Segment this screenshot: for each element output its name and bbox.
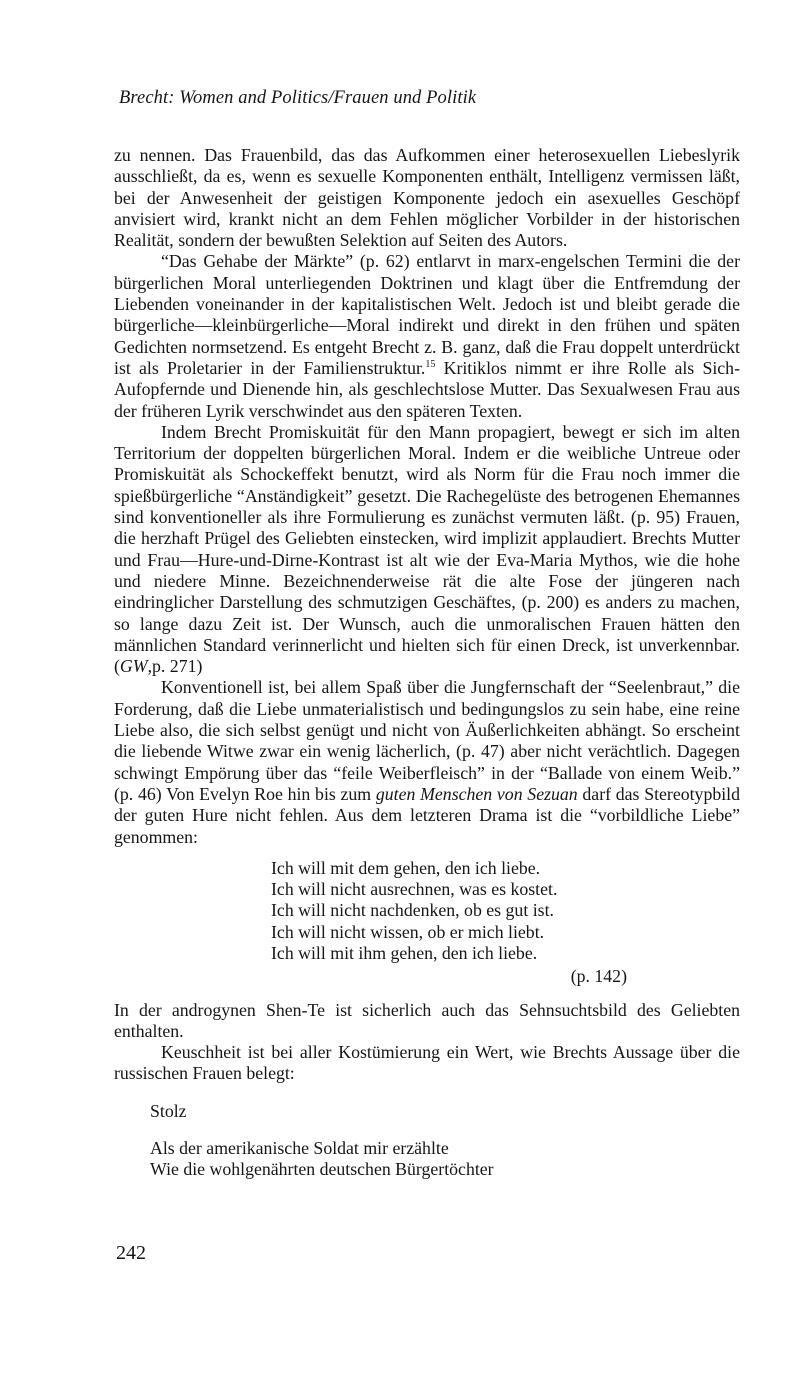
poem-line: Ich will nicht nachdenken, ob es gut ist.	[271, 900, 554, 921]
poem-line: Ich will nicht ausrechnen, was es kostet.	[271, 879, 558, 900]
poem-line: Ich will mit ihm gehen, den ich liebe.	[271, 942, 538, 963]
poem-citation: (p. 142)	[570, 966, 627, 987]
poem-line: Ich will nicht wissen, ob er mich liebt.	[271, 921, 545, 942]
paragraph-3	[114, 422, 740, 678]
verse-line: Wie die wohlgenährten deutschen Bürgertöchter	[150, 1159, 494, 1180]
paragraph-2-text-cont: Kritiklos nimmt er ihre Rolle als Sich-Aufopfernde und Dienende hin, als geschlechtslose Mutter. Das Sexualwesen Frau aus der früheren Lyrik verschwindet aus den späteren Texten.	[114, 357, 740, 421]
paragraph-2	[114, 251, 740, 421]
paragraph-4-text: Konventionell ist, bei allem Spaß über die Jungfernschaft der “Seelenbraut,” die Forderung, daß die Liebe unmaterialistisch und bedingungslos zu sein habe, eine reine Liebe also, die sich selbst genügt und nicht von Äußerlichkeiten abhängt. So erscheint die liebende Witwe zwar ein wenig lächerlich, (p. 47) aber nicht verächtlich. Dagegen schwingt Empörung über das “feile Weiberfleisch” in der “Ballade von einem Weib.” (p. 46) Von Evelyn Roe hin bis zum	[114, 677, 740, 804]
paragraph-4	[114, 677, 740, 847]
paragraph-after-poem: In der androgynen Shen-Te ist sicherlich auch das Sehnsuchtsbild des Geliebten enthalten.	[114, 999, 740, 1041]
poem-line: Ich will mit dem gehen, den ich liebe.	[271, 857, 541, 878]
paragraph-3-text-end: ,p. 271)	[147, 656, 203, 677]
paragraph-1: zu nennen. Das Frauenbild, das das Aufkommen einer heterosexuellen Liebeslyrik ausschließt, da es, wenn es sexuelle Komponenten enthält, Intelligenz vermissen läßt, bei der Anwesenheit der geistigen Komponente jedoch ein asexuelles Geschöpf anvisiert wird, krankt nicht an dem Fehlen möglicher Vorbilder in der historischen Realität, sondern der bewußten Selektion auf Seiten des Autors.	[114, 145, 740, 251]
footnote-marker: 15	[425, 358, 436, 370]
paragraph-2-text: “Das Gehabe der Märkte” (p. 62) entlarvt in marx-engelschen Termini die der bürgerlichen Moral unterliegenden Doktrinen und klagt über die Entfremdung der Liebenden voneinander in der kapitalistischen Welt. Jedoch ist und bleibt gerade die bürgerliche—kleinbürgerliche—Moral indirekt und direkt in den frühen und späten Gedichten normsetzend. Es entgeht Brecht z. B. ganz, daß die Frau doppelt unterdrückt ist als Proletarier in der Familienstruktur.	[114, 251, 740, 378]
page-number: 242	[116, 1242, 146, 1264]
gw-abbreviation: GW	[119, 656, 148, 677]
paragraph-4-text-end: darf das Stereotypbild der guten Hure nicht fehlen. Aus dem letzteren Drama ist die “vorbildliche Liebe” genommen:	[114, 783, 741, 847]
paragraph-chastity: Keuschheit ist bei aller Kostümierung ein Wert, wie Brechts Aussage über die russischen Frauen belegt:	[114, 1042, 740, 1084]
verse-line: Als der amerikanische Soldat mir erzählte	[150, 1138, 449, 1159]
poem-block	[271, 858, 740, 964]
body-text	[114, 145, 740, 1181]
running-head: Brecht: Women and Politics/Frauen und Politik	[119, 88, 477, 108]
verse-block-stolz	[150, 1101, 740, 1181]
paragraph-3-text: Indem Brecht Promiskuität für den Mann propagiert, bewegt er sich im alten Territorium der doppelten bürgerlichen Moral. Indem er die weibliche Untreue oder Promiskuität als Schockeffekt benutzt, wird als Norm für die Frau noch immer die spießbürgerliche “Anständigkeit” gesetzt. Die Rachegelüste des betrogenen Ehemannes sind konventioneller als ihre Formulierung es zunächst vermuten läßt. (p. 95) Frauen, die herzhaft Prügel des Geliebten einstecken, wird implizit applaudiert. Brechts Mutter und Frau—Hure-und-Dirne-Kontrast ist alt wie der Eva-Maria Mythos, wie die hohe und niedere Minne. Bezeichnenderweise rät die alte Fose der jüngeren nach eindringlicher Darstellung des schmutzigen Geschäftes, (p. 200) es anders zu machen, so lange dazu Zeit ist. Der Wunsch, auch die unmoralischen Frauen hätten den männlichen Standard verinnerlicht und hielten sich für einen Dreck, ist unverkennbar. (	[114, 421, 740, 677]
verse-title: Stolz	[150, 1100, 187, 1121]
drama-title: guten Menschen von Sezuan	[375, 783, 578, 804]
